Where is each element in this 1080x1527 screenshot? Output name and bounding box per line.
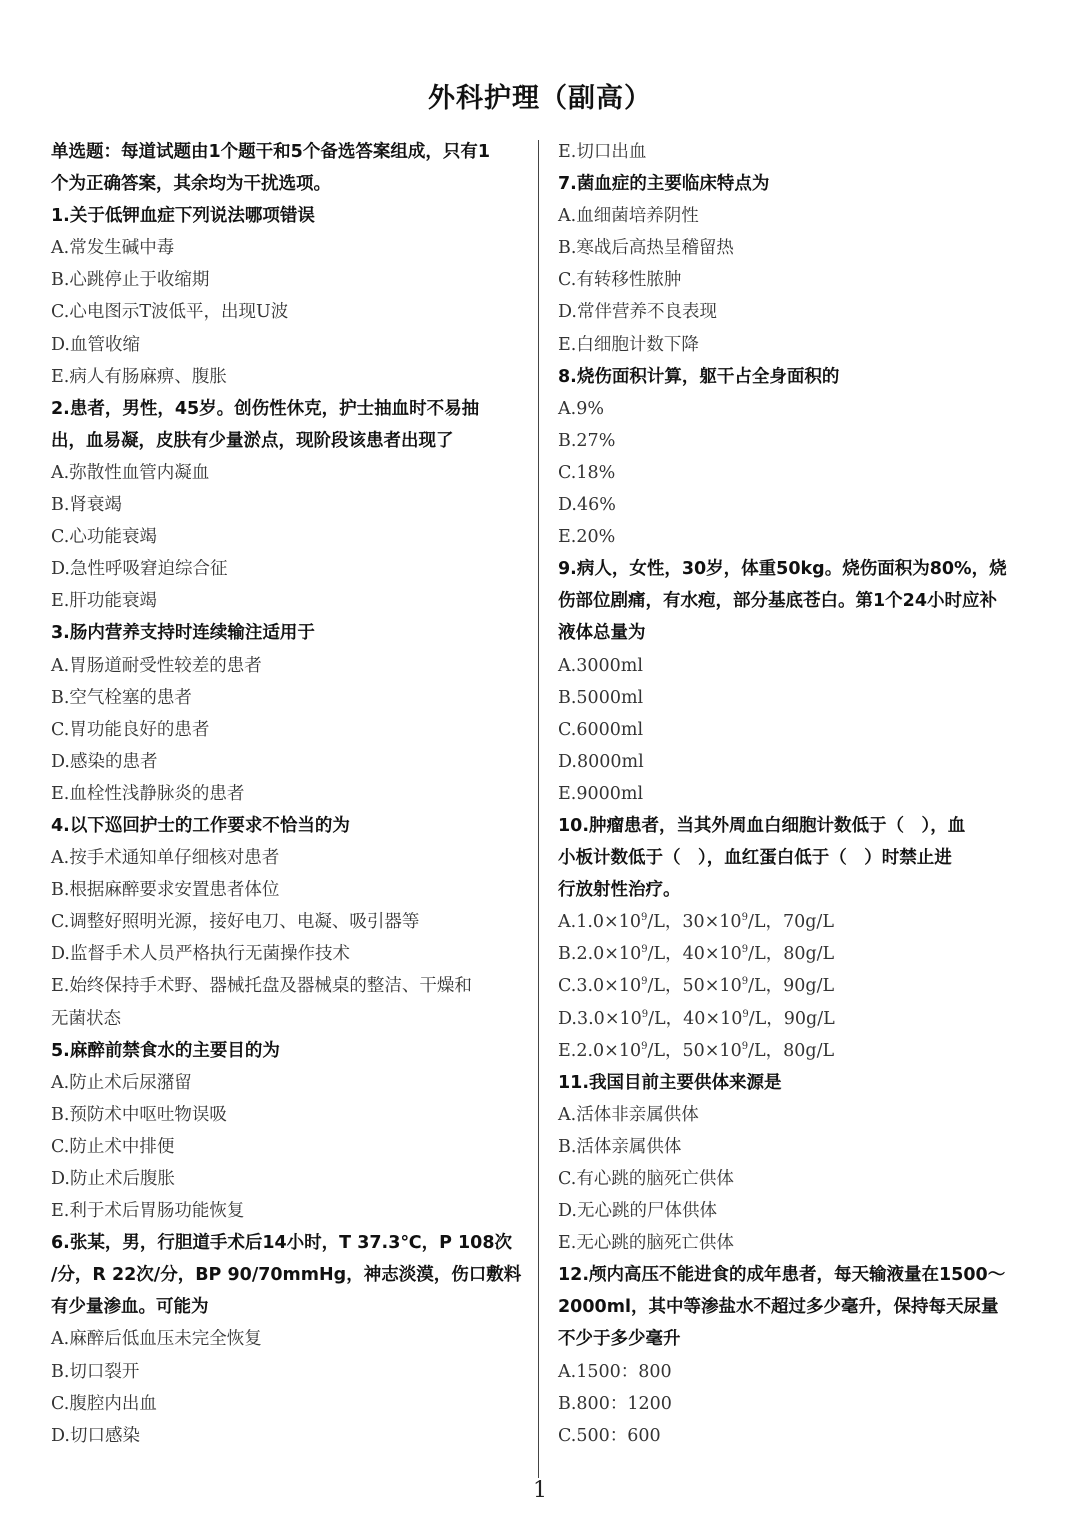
answer-option: C.调整好照明光源，接好电刀、电凝、吸引器等: [51, 912, 420, 933]
exponent: 9: [741, 944, 749, 956]
answer-option: E.利于术后胃肠功能恢复: [51, 1201, 245, 1222]
option-label: E.: [558, 1040, 577, 1061]
answer-option: B.空气栓塞的患者: [51, 687, 192, 708]
answer-option: [558, 938, 1033, 970]
option-text: /L，70g/L: [747, 912, 834, 933]
answer-option: C.心功能衰竭: [51, 527, 157, 548]
answer-option: E.病人有肠麻痹、腹胀: [51, 366, 227, 387]
answer-option: 无菌状态: [51, 1008, 121, 1029]
option-text: 1.0×10: [576, 912, 641, 933]
option-text: 3.0×10: [576, 976, 642, 997]
answer-option: C.防止术中排便: [51, 1136, 175, 1157]
answer-option: B.5000ml: [558, 687, 644, 708]
exponent: 9: [641, 1008, 649, 1020]
answer-option: D.46%: [558, 495, 616, 516]
option-text: /L，40×10: [647, 944, 742, 965]
answer-option: B.切口裂开: [51, 1361, 140, 1382]
answer-option: A.按手术通知单仔细核对患者: [51, 848, 280, 869]
answer-option: C.腹腔内出血: [51, 1393, 157, 1414]
page-title: 外科护理（副高）: [428, 83, 652, 114]
answer-option: C.6000ml: [558, 719, 644, 740]
answer-option: A.血细菌培养阴性: [558, 206, 699, 227]
answer-option: E.9000ml: [558, 783, 644, 804]
answer-option: C.500：600: [558, 1425, 661, 1446]
answer-option: E.白细胞计数下降: [558, 334, 699, 355]
question-stem: 出，血易凝，皮肤有少量淤点，现阶段该患者出现了: [51, 430, 454, 451]
question-stem: /分，R 22次/分，BP 90/70mmHg，神志淡漠，伤口敷料: [51, 1265, 522, 1286]
answer-option: D.急性呼吸窘迫综合征: [51, 559, 228, 580]
left-column: [51, 136, 526, 1452]
answer-option: B.根据麻醉要求安置患者体位: [51, 880, 280, 901]
answer-option: A.9%: [558, 398, 604, 419]
exponent: 9: [640, 912, 648, 924]
exponent: 9: [741, 1040, 749, 1052]
option-text: /L，80g/L: [748, 944, 835, 965]
answer-option: C.有心跳的脑死亡供体: [558, 1169, 734, 1189]
answer-option: E.肝功能衰竭: [51, 591, 157, 612]
answer-option: B.27%: [558, 430, 616, 451]
question-stem: 2000ml，其中等渗盐水不超过多少毫升，保持每天尿量: [558, 1297, 999, 1318]
answer-option: E.血栓性浅静脉炎的患者: [51, 783, 245, 804]
option-text: /L，50×10: [647, 976, 742, 997]
answer-option: A.常发生碱中毒: [51, 238, 175, 259]
answer-option: A.防止术后尿潴留: [51, 1072, 192, 1093]
answer-option: [558, 906, 1033, 938]
answer-option: C.18%: [558, 462, 616, 483]
answer-option: B.预防术中呕吐物误吸: [51, 1104, 227, 1125]
question-stem: 伤部位剧痛，有水疱，部分基底苍白。第1个24小时应补: [558, 591, 998, 612]
exponent: 9: [641, 976, 648, 988]
answer-option: E.20%: [558, 527, 616, 548]
option-text: /L，90g/L: [748, 1008, 835, 1029]
question-stem: 11.我国目前主要供体来源是: [558, 1072, 782, 1093]
option-text: /L，40×10: [648, 1008, 743, 1029]
option-text: 2.0×10: [576, 944, 642, 965]
answer-option: E.始终保持手术野、器械托盘及器械桌的整洁、干燥和: [51, 976, 472, 997]
answer-option: D.血管收缩: [51, 334, 140, 355]
option-label: C.: [558, 976, 577, 997]
question-stem: 9.病人，女性，30岁，体重50kg。烧伤面积为80%，烧: [558, 559, 1007, 580]
question-stem: 3.肠内营养支持时连续输注适用于: [51, 623, 315, 644]
option-text: 2.0×10: [576, 1040, 642, 1061]
question-stem: 7.菌血症的主要临床特点为: [558, 174, 770, 195]
answer-option: D.监督手术人员严格执行无菌操作技术: [51, 944, 350, 965]
question-stem: 6.张某，男，行胆道手术后14小时，T 37.3℃，P 108次: [51, 1233, 513, 1254]
answer-option: B.800：1200: [558, 1393, 672, 1414]
exponent: 9: [641, 944, 648, 956]
answer-option: D.防止术后腹胀: [51, 1169, 175, 1189]
column-divider: [538, 140, 539, 1478]
answer-option: A.活体非亲属供体: [558, 1104, 699, 1125]
answer-option: B.寒战后高热呈稽留热: [558, 238, 734, 259]
question-stem: 不少于多少毫升: [558, 1329, 681, 1350]
question-stem: 1.关于低钾血症下列说法哪项错误: [51, 206, 315, 227]
question-stem: 小板计数低于（ ），血红蛋白低于（ ）时禁止进: [558, 848, 952, 869]
instructions-line: 单选题：每道试题由1个题干和5个备选答案组成，只有1: [51, 142, 491, 162]
answer-option: [558, 1003, 1033, 1035]
exponent: 9: [641, 1040, 648, 1052]
answer-option: C.心电图示T波低平，出现U波: [51, 302, 289, 323]
answer-option: [558, 1035, 1033, 1067]
question-stem: 12.颅内高压不能进食的成年患者，每天输液量在1500～: [558, 1265, 1006, 1286]
answer-option: E.无心跳的脑死亡供体: [558, 1233, 734, 1254]
option-text: /L，50×10: [647, 1040, 742, 1061]
exponent: 9: [741, 912, 748, 924]
answer-option: D.感染的患者: [51, 751, 158, 772]
answer-option: A.1500：800: [558, 1361, 672, 1382]
option-text: /L，80g/L: [748, 1040, 835, 1061]
answer-option: B.肾衰竭: [51, 495, 122, 516]
answer-option: A.3000ml: [558, 655, 643, 676]
question-stem: 行放射性治疗。: [558, 880, 681, 901]
answer-option: B.心跳停止于收缩期: [51, 270, 210, 291]
option-label: A.: [558, 912, 577, 933]
question-stem: 4.以下巡回护士的工作要求不恰当的为: [51, 815, 350, 836]
answer-option: [558, 970, 1033, 1002]
answer-option: A.弥散性血管内凝血: [51, 462, 210, 483]
answer-option: D.无心跳的尸体供体: [558, 1201, 717, 1222]
option-text: /L，90g/L: [748, 976, 835, 997]
exponent: 9: [742, 1008, 749, 1020]
answer-option: A.胃肠道耐受性较差的患者: [51, 655, 262, 676]
answer-option: C.有转移性脓肿: [558, 270, 682, 291]
option-label: D.: [558, 1008, 577, 1029]
answer-option: D.切口感染: [51, 1425, 140, 1446]
question-stem: 2.患者，男性，45岁。创伤性休克，护士抽血时不易抽: [51, 398, 480, 419]
option-text: /L，30×10: [647, 912, 742, 933]
question-stem: 10.肿瘤患者，当其外周血白细胞计数低于（ ），血: [558, 815, 966, 836]
question-stem: 有少量渗血。可能为: [51, 1297, 209, 1318]
answer-option: D.常伴营养不良表现: [558, 302, 717, 323]
answer-option: D.8000ml: [558, 751, 644, 772]
option-text: 3.0×10: [576, 1008, 642, 1029]
option-label: B.: [558, 944, 577, 965]
right-column: [558, 136, 1033, 1452]
answer-option: B.活体亲属供体: [558, 1136, 682, 1157]
question-stem: 8.烧伤面积计算，躯干占全身面积的: [558, 366, 840, 387]
page-number: 1: [533, 1478, 547, 1503]
question-stem: 液体总量为: [558, 623, 646, 644]
instructions-line: 个为正确答案，其余均为干扰选项。: [51, 174, 331, 195]
exponent: 9: [741, 976, 749, 988]
answer-option: E.切口出血: [558, 142, 647, 162]
answer-option: C.胃功能良好的患者: [51, 719, 210, 740]
question-stem: 5.麻醉前禁食水的主要目的为: [51, 1040, 280, 1061]
answer-option: A.麻醉后低血压未完全恢复: [51, 1329, 262, 1350]
